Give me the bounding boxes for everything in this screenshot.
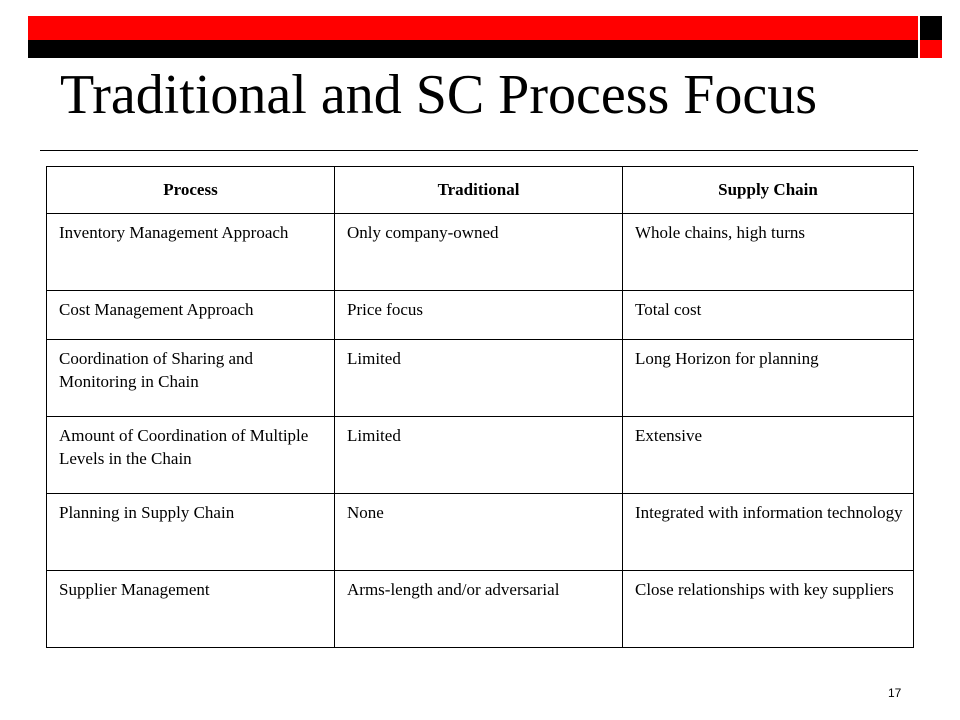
header-supply-chain: Supply Chain [623,167,914,214]
header-traditional: Traditional [335,167,623,214]
header-red-square [920,40,942,58]
table-cell-supply-chain: Extensive [623,417,914,494]
page-number: 17 [888,686,902,700]
table-cell-traditional: Price focus [335,291,623,340]
table-row [47,340,914,417]
table-cell-traditional: Only company-owned [335,214,623,291]
header-process: Process [47,167,335,214]
table-cell-process: Planning in Supply Chain [47,494,335,571]
table-row [47,571,914,648]
table-row [47,494,914,571]
slide-title: Traditional and SC Process Focus [60,64,818,126]
table-cell-supply-chain: Close relationships with key suppliers [623,571,914,648]
table-cell-supply-chain: Total cost [623,291,914,340]
table-cell-process: Coordination of Sharing and Monitoring in Chain [47,340,335,417]
table-cell-traditional: Arms-length and/or adversarial [335,571,623,648]
table-cell-supply-chain: Whole chains, high turns [623,214,914,291]
table-header-row [47,167,914,214]
table-row [47,214,914,291]
title-divider [40,150,918,151]
header-black-bar [28,40,918,58]
table-cell-supply-chain: Long Horizon for planning [623,340,914,417]
header-red-bar [28,16,918,40]
table-cell-process: Cost Management Approach [47,291,335,340]
table-cell-process: Supplier Management [47,571,335,648]
table-row [47,291,914,340]
table-cell-traditional: Limited [335,417,623,494]
table-cell-traditional: None [335,494,623,571]
table-cell-traditional: Limited [335,340,623,417]
table-cell-supply-chain: Integrated with information technology [623,494,914,571]
comparison-table [46,166,914,648]
table-cell-process: Amount of Coordination of Multiple Levels in the Chain [47,417,335,494]
header-black-square [920,16,942,40]
table-cell-process: Inventory Management Approach [47,214,335,291]
table-row [47,417,914,494]
